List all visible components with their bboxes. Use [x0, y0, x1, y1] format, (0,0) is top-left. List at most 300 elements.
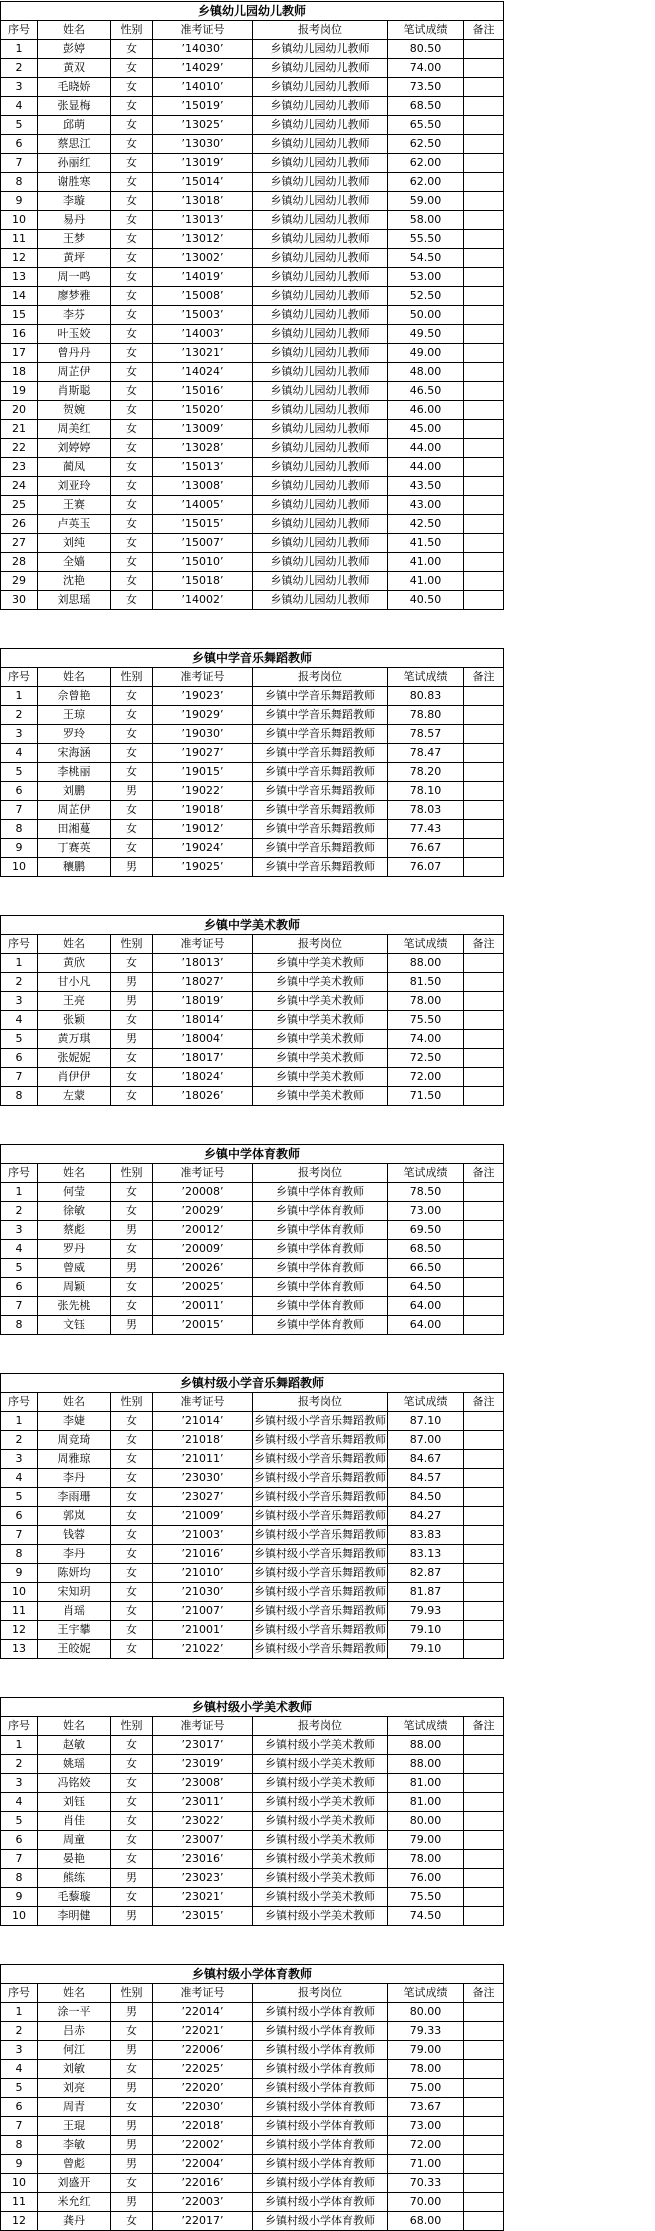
- cell-position: 乡镇幼儿园幼儿教师: [253, 344, 388, 363]
- cell-name: 龚丹: [38, 2212, 111, 2231]
- table-row: [1, 287, 504, 306]
- cell-gender: 男: [111, 992, 153, 1011]
- cell-name: 刘鹏: [38, 782, 111, 801]
- column-header-gender: 性别: [111, 21, 153, 40]
- column-header-row: [1, 935, 504, 954]
- cell-score: 54.50: [388, 249, 464, 268]
- cell-serial: 6: [1, 2098, 38, 2117]
- cell-score: 80.50: [388, 40, 464, 59]
- cell-serial: 2: [1, 2022, 38, 2041]
- cell-position: 乡镇幼儿园幼儿教师: [253, 268, 388, 287]
- cell-serial: 5: [1, 1259, 38, 1278]
- table-row: [1, 363, 504, 382]
- cell-gender: 男: [111, 1221, 153, 1240]
- cell-serial: 15: [1, 306, 38, 325]
- cell-name: 李雨珊: [38, 1488, 111, 1507]
- cell-name: 周芷伊: [38, 801, 111, 820]
- cell-name: 佘曾艳: [38, 687, 111, 706]
- cell-position: 乡镇村级小学体育教师: [253, 2193, 388, 2212]
- cell-gender: 女: [111, 1183, 153, 1202]
- cell-gender: 男: [111, 1316, 153, 1335]
- cell-position: 乡镇村级小学音乐舞蹈教师: [253, 1431, 388, 1450]
- cell-position: 乡镇中学体育教师: [253, 1259, 388, 1278]
- cell-exam-id: ’15007’: [153, 534, 253, 553]
- cell-name: 曾丹丹: [38, 344, 111, 363]
- cell-exam-id: ’23017’: [153, 1736, 253, 1755]
- column-header-name: 姓名: [38, 1164, 111, 1183]
- cell-name: 张颖: [38, 1011, 111, 1030]
- cell-position: 乡镇村级小学体育教师: [253, 2098, 388, 2117]
- cell-score: 50.00: [388, 306, 464, 325]
- cell-remark: [464, 1564, 504, 1583]
- cell-score: 64.00: [388, 1297, 464, 1316]
- cell-serial: 22: [1, 439, 38, 458]
- table-row: [1, 973, 504, 992]
- cell-position: 乡镇幼儿园幼儿教师: [253, 78, 388, 97]
- cell-serial: 11: [1, 1602, 38, 1621]
- cell-remark: [464, 135, 504, 154]
- cell-position: 乡镇幼儿园幼儿教师: [253, 230, 388, 249]
- cell-remark: [464, 687, 504, 706]
- cell-remark: [464, 401, 504, 420]
- cell-serial: 2: [1, 59, 38, 78]
- cell-remark: [464, 1907, 504, 1926]
- column-header-name: 姓名: [38, 1717, 111, 1736]
- cell-name: 周童: [38, 1831, 111, 1850]
- cell-serial: 2: [1, 1755, 38, 1774]
- cell-exam-id: ’23027’: [153, 1488, 253, 1507]
- cell-name: 罗玲: [38, 725, 111, 744]
- cell-serial: 19: [1, 382, 38, 401]
- cell-name: 刘钰: [38, 1793, 111, 1812]
- cell-score: 64.00: [388, 1316, 464, 1335]
- cell-remark: [464, 1278, 504, 1297]
- cell-position: 乡镇村级小学体育教师: [253, 2060, 388, 2079]
- cell-serial: 14: [1, 287, 38, 306]
- table-row: [1, 40, 504, 59]
- cell-remark: [464, 2098, 504, 2117]
- cell-exam-id: ’22004’: [153, 2155, 253, 2174]
- cell-serial: 5: [1, 1488, 38, 1507]
- cell-serial: 7: [1, 1526, 38, 1545]
- cell-position: 乡镇村级小学音乐舞蹈教师: [253, 1526, 388, 1545]
- cell-serial: 12: [1, 249, 38, 268]
- cell-score: 48.00: [388, 363, 464, 382]
- cell-serial: 9: [1, 839, 38, 858]
- cell-position: 乡镇幼儿园幼儿教师: [253, 116, 388, 135]
- cell-position: 乡镇中学体育教师: [253, 1221, 388, 1240]
- table-row: [1, 1831, 504, 1850]
- cell-score: 46.50: [388, 382, 464, 401]
- cell-position: 乡镇村级小学美术教师: [253, 1850, 388, 1869]
- section-title: 乡镇中学体育教师: [1, 1145, 504, 1164]
- cell-score: 73.50: [388, 78, 464, 97]
- table-row: [1, 2174, 504, 2193]
- cell-remark: [464, 116, 504, 135]
- cell-gender: 男: [111, 2155, 153, 2174]
- cell-gender: 男: [111, 1869, 153, 1888]
- column-header-row: [1, 668, 504, 687]
- table-row: [1, 1278, 504, 1297]
- cell-gender: 女: [111, 496, 153, 515]
- cell-serial: 12: [1, 1621, 38, 1640]
- cell-score: 88.00: [388, 1736, 464, 1755]
- cell-serial: 5: [1, 2079, 38, 2098]
- cell-exam-id: ’22030’: [153, 2098, 253, 2117]
- cell-exam-id: ’23023’: [153, 1869, 253, 1888]
- table-row: [1, 706, 504, 725]
- cell-position: 乡镇中学音乐舞蹈教师: [253, 839, 388, 858]
- cell-gender: 女: [111, 382, 153, 401]
- cell-exam-id: ’18027’: [153, 973, 253, 992]
- cell-serial: 1: [1, 687, 38, 706]
- cell-position: 乡镇幼儿园幼儿教师: [253, 496, 388, 515]
- cell-score: 43.50: [388, 477, 464, 496]
- cell-serial: 3: [1, 725, 38, 744]
- cell-exam-id: ’19025’: [153, 858, 253, 877]
- cell-score: 70.00: [388, 2193, 464, 2212]
- cell-remark: [464, 1469, 504, 1488]
- table-row: [1, 477, 504, 496]
- cell-name: 周芷伊: [38, 363, 111, 382]
- table-row: [1, 1755, 504, 1774]
- cell-name: 沈艳: [38, 572, 111, 591]
- cell-score: 73.00: [388, 1202, 464, 1221]
- table-row: [1, 1621, 504, 1640]
- cell-exam-id: ’15016’: [153, 382, 253, 401]
- cell-remark: [464, 1297, 504, 1316]
- cell-exam-id: ’13025’: [153, 116, 253, 135]
- cell-remark: [464, 2060, 504, 2079]
- section-title: 乡镇村级小学体育教师: [1, 1965, 504, 1984]
- cell-score: 87.00: [388, 1431, 464, 1450]
- cell-gender: 女: [111, 591, 153, 610]
- cell-exam-id: ’14030’: [153, 40, 253, 59]
- cell-score: 44.00: [388, 458, 464, 477]
- cell-gender: 男: [111, 2193, 153, 2212]
- cell-gender: 女: [111, 97, 153, 116]
- cell-position: 乡镇中学美术教师: [253, 1011, 388, 1030]
- cell-remark: [464, 782, 504, 801]
- cell-exam-id: ’21001’: [153, 1621, 253, 1640]
- cell-score: 81.00: [388, 1774, 464, 1793]
- cell-position: 乡镇中学音乐舞蹈教师: [253, 782, 388, 801]
- cell-gender: 女: [111, 2098, 153, 2117]
- cell-name: 全嫱: [38, 553, 111, 572]
- column-header-name: 姓名: [38, 1393, 111, 1412]
- cell-position: 乡镇幼儿园幼儿教师: [253, 439, 388, 458]
- cell-score: 52.50: [388, 287, 464, 306]
- cell-name: 宋海涵: [38, 744, 111, 763]
- cell-exam-id: ’18026’: [153, 1087, 253, 1106]
- cell-position: 乡镇村级小学体育教师: [253, 2079, 388, 2098]
- cell-serial: 9: [1, 1564, 38, 1583]
- cell-remark: [464, 1736, 504, 1755]
- column-header-score: 笔试成绩: [388, 935, 464, 954]
- cell-exam-id: ’21003’: [153, 1526, 253, 1545]
- column-header-position: 报考岗位: [253, 1984, 388, 2003]
- cell-remark: [464, 59, 504, 78]
- section-title: 乡镇幼儿园幼儿教师: [1, 2, 504, 21]
- cell-gender: 女: [111, 744, 153, 763]
- cell-serial: 10: [1, 1583, 38, 1602]
- table-row: [1, 173, 504, 192]
- cell-name: 米允红: [38, 2193, 111, 2212]
- column-header-gender: 性别: [111, 1393, 153, 1412]
- cell-position: 乡镇村级小学音乐舞蹈教师: [253, 1469, 388, 1488]
- cell-gender: 女: [111, 135, 153, 154]
- cell-remark: [464, 1049, 504, 1068]
- table-row: [1, 992, 504, 1011]
- cell-exam-id: ’15010’: [153, 553, 253, 572]
- cell-remark: [464, 1507, 504, 1526]
- table-row: [1, 344, 504, 363]
- cell-position: 乡镇村级小学美术教师: [253, 1907, 388, 1926]
- cell-remark: [464, 1888, 504, 1907]
- cell-serial: 6: [1, 1831, 38, 1850]
- cell-gender: 女: [111, 1087, 153, 1106]
- cell-serial: 4: [1, 2060, 38, 2079]
- column-header-position: 报考岗位: [253, 1164, 388, 1183]
- column-header-serial: 序号: [1, 668, 38, 687]
- cell-score: 53.00: [388, 268, 464, 287]
- cell-score: 88.00: [388, 954, 464, 973]
- cell-name: 肖伊伊: [38, 1068, 111, 1087]
- cell-position: 乡镇中学体育教师: [253, 1202, 388, 1221]
- table-row: [1, 268, 504, 287]
- cell-position: 乡镇幼儿园幼儿教师: [253, 572, 388, 591]
- cell-exam-id: ’19022’: [153, 782, 253, 801]
- cell-remark: [464, 1812, 504, 1831]
- cell-serial: 6: [1, 1049, 38, 1068]
- cell-exam-id: ’21010’: [153, 1564, 253, 1583]
- cell-score: 84.27: [388, 1507, 464, 1526]
- cell-exam-id: ’19012’: [153, 820, 253, 839]
- cell-position: 乡镇幼儿园幼儿教师: [253, 306, 388, 325]
- cell-name: 黄坪: [38, 249, 111, 268]
- cell-position: 乡镇中学美术教师: [253, 973, 388, 992]
- column-header-serial: 序号: [1, 21, 38, 40]
- table-row: [1, 1412, 504, 1431]
- cell-serial: 8: [1, 1869, 38, 1888]
- cell-remark: [464, 1602, 504, 1621]
- cell-gender: 女: [111, 1488, 153, 1507]
- cell-position: 乡镇中学音乐舞蹈教师: [253, 858, 388, 877]
- cell-position: 乡镇村级小学音乐舞蹈教师: [253, 1507, 388, 1526]
- cell-remark: [464, 287, 504, 306]
- cell-position: 乡镇幼儿园幼儿教师: [253, 59, 388, 78]
- cell-serial: 6: [1, 782, 38, 801]
- cell-serial: 9: [1, 2155, 38, 2174]
- cell-gender: 女: [111, 1850, 153, 1869]
- table-row: [1, 1316, 504, 1335]
- table-row: [1, 1526, 504, 1545]
- cell-gender: 女: [111, 801, 153, 820]
- cell-exam-id: ’13030’: [153, 135, 253, 154]
- cell-score: 55.50: [388, 230, 464, 249]
- column-header-exam-id: 准考证号: [153, 1984, 253, 2003]
- cell-remark: [464, 992, 504, 1011]
- table-row: [1, 135, 504, 154]
- cell-score: 78.57: [388, 725, 464, 744]
- cell-score: 81.00: [388, 1793, 464, 1812]
- cell-name: 曾彪: [38, 2155, 111, 2174]
- cell-name: 冯铭姣: [38, 1774, 111, 1793]
- column-header-remark: 备注: [464, 1164, 504, 1183]
- cell-serial: 17: [1, 344, 38, 363]
- column-header-score: 笔试成绩: [388, 1164, 464, 1183]
- cell-serial: 8: [1, 173, 38, 192]
- cell-gender: 女: [111, 515, 153, 534]
- cell-gender: 女: [111, 192, 153, 211]
- cell-name: 孙丽红: [38, 154, 111, 173]
- cell-position: 乡镇幼儿园幼儿教师: [253, 287, 388, 306]
- table-row: [1, 1259, 504, 1278]
- cell-name: 周美红: [38, 420, 111, 439]
- score-table-6: [0, 1697, 504, 1926]
- cell-serial: 7: [1, 2117, 38, 2136]
- cell-exam-id: ’20029’: [153, 1202, 253, 1221]
- cell-name: 李桃丽: [38, 763, 111, 782]
- section-title: 乡镇中学音乐舞蹈教师: [1, 649, 504, 668]
- table-row: [1, 439, 504, 458]
- column-header-name: 姓名: [38, 21, 111, 40]
- cell-remark: [464, 78, 504, 97]
- cell-serial: 4: [1, 1793, 38, 1812]
- cell-serial: 8: [1, 820, 38, 839]
- cell-position: 乡镇中学音乐舞蹈教师: [253, 744, 388, 763]
- cell-name: 王亮: [38, 992, 111, 1011]
- cell-remark: [464, 2003, 504, 2022]
- table-row: [1, 1602, 504, 1621]
- cell-position: 乡镇幼儿园幼儿教师: [253, 325, 388, 344]
- cell-serial: 2: [1, 1202, 38, 1221]
- cell-serial: 2: [1, 1431, 38, 1450]
- cell-name: 黄双: [38, 59, 111, 78]
- cell-gender: 女: [111, 40, 153, 59]
- cell-name: 张先桃: [38, 1297, 111, 1316]
- cell-gender: 女: [111, 363, 153, 382]
- cell-serial: 8: [1, 1316, 38, 1335]
- cell-exam-id: ’20011’: [153, 1297, 253, 1316]
- cell-score: 77.43: [388, 820, 464, 839]
- cell-gender: 女: [111, 439, 153, 458]
- cell-position: 乡镇中学音乐舞蹈教师: [253, 763, 388, 782]
- cell-gender: 女: [111, 2022, 153, 2041]
- cell-exam-id: ’18014’: [153, 1011, 253, 1030]
- cell-gender: 女: [111, 1564, 153, 1583]
- cell-serial: 7: [1, 801, 38, 820]
- cell-gender: 女: [111, 687, 153, 706]
- cell-name: 文钰: [38, 1316, 111, 1335]
- cell-remark: [464, 725, 504, 744]
- cell-remark: [464, 382, 504, 401]
- cell-score: 84.50: [388, 1488, 464, 1507]
- cell-remark: [464, 211, 504, 230]
- cell-serial: 4: [1, 97, 38, 116]
- cell-serial: 7: [1, 1068, 38, 1087]
- cell-serial: 2: [1, 973, 38, 992]
- table-row: [1, 763, 504, 782]
- cell-gender: 女: [111, 1774, 153, 1793]
- cell-exam-id: ’18013’: [153, 954, 253, 973]
- cell-gender: 女: [111, 1049, 153, 1068]
- cell-name: 卢英玉: [38, 515, 111, 534]
- cell-serial: 12: [1, 2212, 38, 2231]
- cell-serial: 3: [1, 1774, 38, 1793]
- cell-score: 59.00: [388, 192, 464, 211]
- cell-exam-id: ’19027’: [153, 744, 253, 763]
- cell-exam-id: ’13009’: [153, 420, 253, 439]
- score-table-1: [0, 1, 504, 610]
- cell-position: 乡镇幼儿园幼儿教师: [253, 363, 388, 382]
- column-header-remark: 备注: [464, 1393, 504, 1412]
- cell-serial: 8: [1, 1087, 38, 1106]
- cell-name: 罗丹: [38, 1240, 111, 1259]
- cell-score: 79.33: [388, 2022, 464, 2041]
- cell-position: 乡镇村级小学体育教师: [253, 2174, 388, 2193]
- table-row: [1, 192, 504, 211]
- cell-remark: [464, 1412, 504, 1431]
- cell-score: 75.50: [388, 1011, 464, 1030]
- cell-name: 赵敏: [38, 1736, 111, 1755]
- cell-score: 78.10: [388, 782, 464, 801]
- cell-position: 乡镇幼儿园幼儿教师: [253, 154, 388, 173]
- cell-remark: [464, 458, 504, 477]
- cell-position: 乡镇幼儿园幼儿教师: [253, 97, 388, 116]
- table-row: [1, 534, 504, 553]
- table-row: [1, 2041, 504, 2060]
- column-header-score: 笔试成绩: [388, 21, 464, 40]
- cell-score: 68.50: [388, 97, 464, 116]
- section-title: 乡镇中学美术教师: [1, 916, 504, 935]
- cell-name: 肖瑶: [38, 1602, 111, 1621]
- cell-score: 74.50: [388, 1907, 464, 1926]
- cell-exam-id: ’15015’: [153, 515, 253, 534]
- cell-score: 72.00: [388, 2136, 464, 2155]
- column-header-position: 报考岗位: [253, 1393, 388, 1412]
- cell-score: 72.50: [388, 1049, 464, 1068]
- cell-score: 49.50: [388, 325, 464, 344]
- table-row: [1, 1049, 504, 1068]
- cell-serial: 4: [1, 1469, 38, 1488]
- cell-score: 49.00: [388, 344, 464, 363]
- table-row: [1, 553, 504, 572]
- cell-position: 乡镇村级小学体育教师: [253, 2003, 388, 2022]
- column-header-row: [1, 1164, 504, 1183]
- cell-serial: 1: [1, 954, 38, 973]
- column-header-remark: 备注: [464, 668, 504, 687]
- cell-remark: [464, 1831, 504, 1850]
- cell-exam-id: ’22014’: [153, 2003, 253, 2022]
- cell-score: 74.00: [388, 1030, 464, 1049]
- cell-remark: [464, 1640, 504, 1659]
- cell-exam-id: ’15018’: [153, 572, 253, 591]
- cell-serial: 7: [1, 1850, 38, 1869]
- cell-serial: 9: [1, 1888, 38, 1907]
- cell-position: 乡镇村级小学音乐舞蹈教师: [253, 1450, 388, 1469]
- table-row: [1, 782, 504, 801]
- cell-score: 45.00: [388, 420, 464, 439]
- cell-serial: 10: [1, 211, 38, 230]
- cell-score: 41.00: [388, 572, 464, 591]
- cell-exam-id: ’19023’: [153, 687, 253, 706]
- table-row: [1, 591, 504, 610]
- cell-serial: 5: [1, 1030, 38, 1049]
- column-header-remark: 备注: [464, 935, 504, 954]
- cell-position: 乡镇中学体育教师: [253, 1183, 388, 1202]
- cell-name: 黄万琪: [38, 1030, 111, 1049]
